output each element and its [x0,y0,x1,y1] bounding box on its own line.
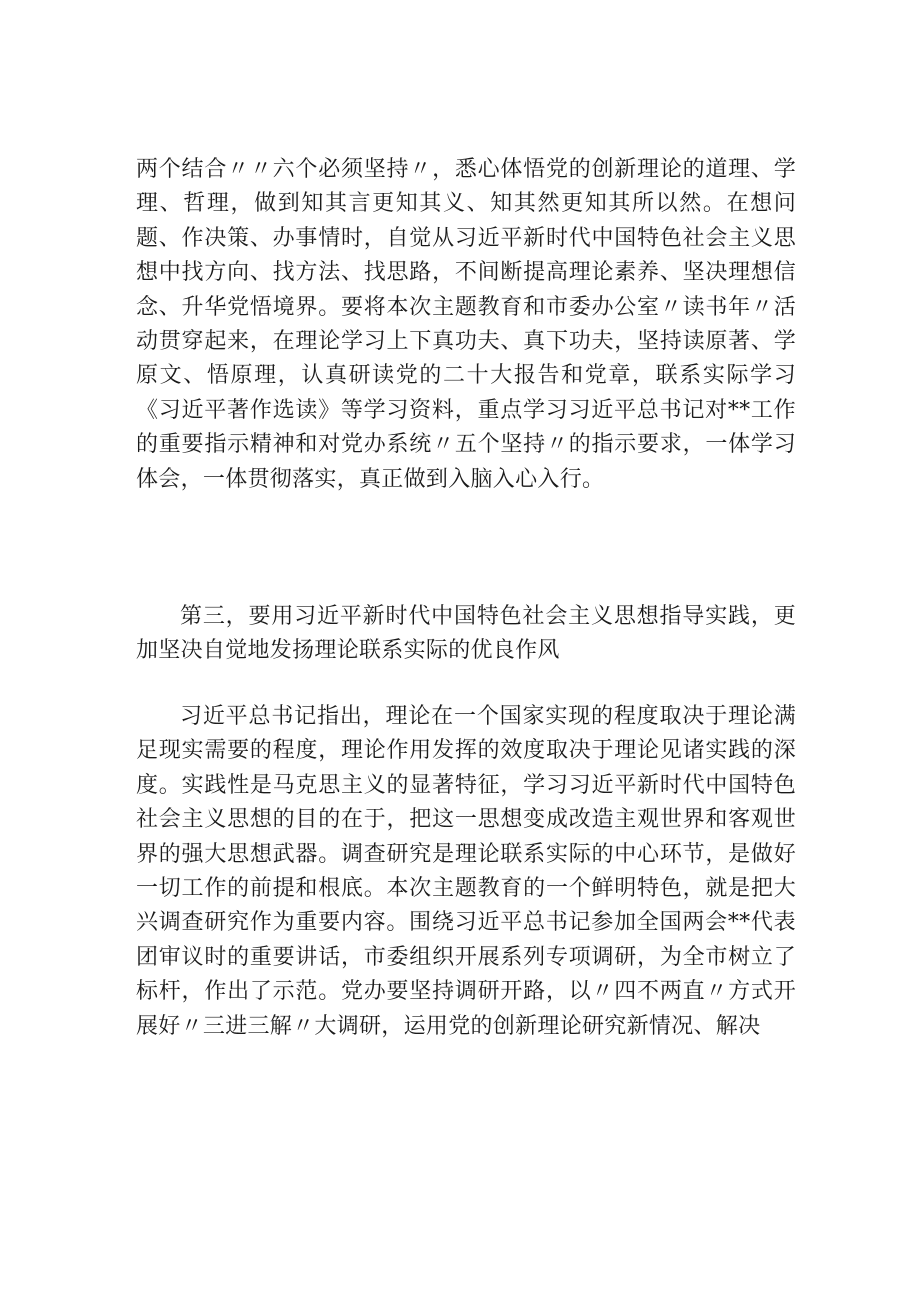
body-paragraph-continuation: 两个结合〃〃六个必须坚持〃，悉心体悟党的创新理论的道理、学理、哲理，做到知其言更知其义、知其然更知其所以然。在想问题、作决策、办事情时，自觉从习近平新时代中国特色社会主义思想中找方向、找方法、找思路，不间断提高理论素养、坚决理想信念、升华党悟境界。要将本次主题教育和市委办公室〃读书年〃活动贯穿起来，在理论学习上下真功夫、真下功夫，坚持读原著、学原文、悟原理，认真研读党的二十大报告和党章，联系实际学习《习近平著作选读》等学习资料，重点学习习近平总书记对**工作的重要指示精神和对党办系统〃五个坚持〃的指示要求，一体学习体会，一体贯彻落实，真正做到入脑入心入行。 [136,157,796,492]
body-paragraph: 习近平总书记指出，理论在一个国家实现的程度取决于理论满足现实需要的程度，理论作用发挥的效度取决于理论见诸实践的深度。实践性是马克思主义的显著特征，学习习近平新时代中国特色社会主义思想的目的在于，把这一思想变成改造主观世界和客观世界的强大思想武器。调查研究是理论联系实际的中心环节，是做好一切工作的前提和根底。本次主题教育的一个鲜明特色，就是把大兴调查研究作为重要内容。围绕习近平总书记参加全国两会**代表团审议时的重要讲话，市委组织开展系列专项调研，为全市树立了标杆，作出了示范。党办要坚持调研开路，以〃四不两直〃方式开展好〃三进三解〃大调研，运用党的创新理论研究新情况、解决 [136,704,796,1039]
section-heading-third: 第三，要用习近平新时代中国特色社会主义思想指导实践，更加坚决自觉地发扬理论联系实际的优良作风 [136,604,796,664]
